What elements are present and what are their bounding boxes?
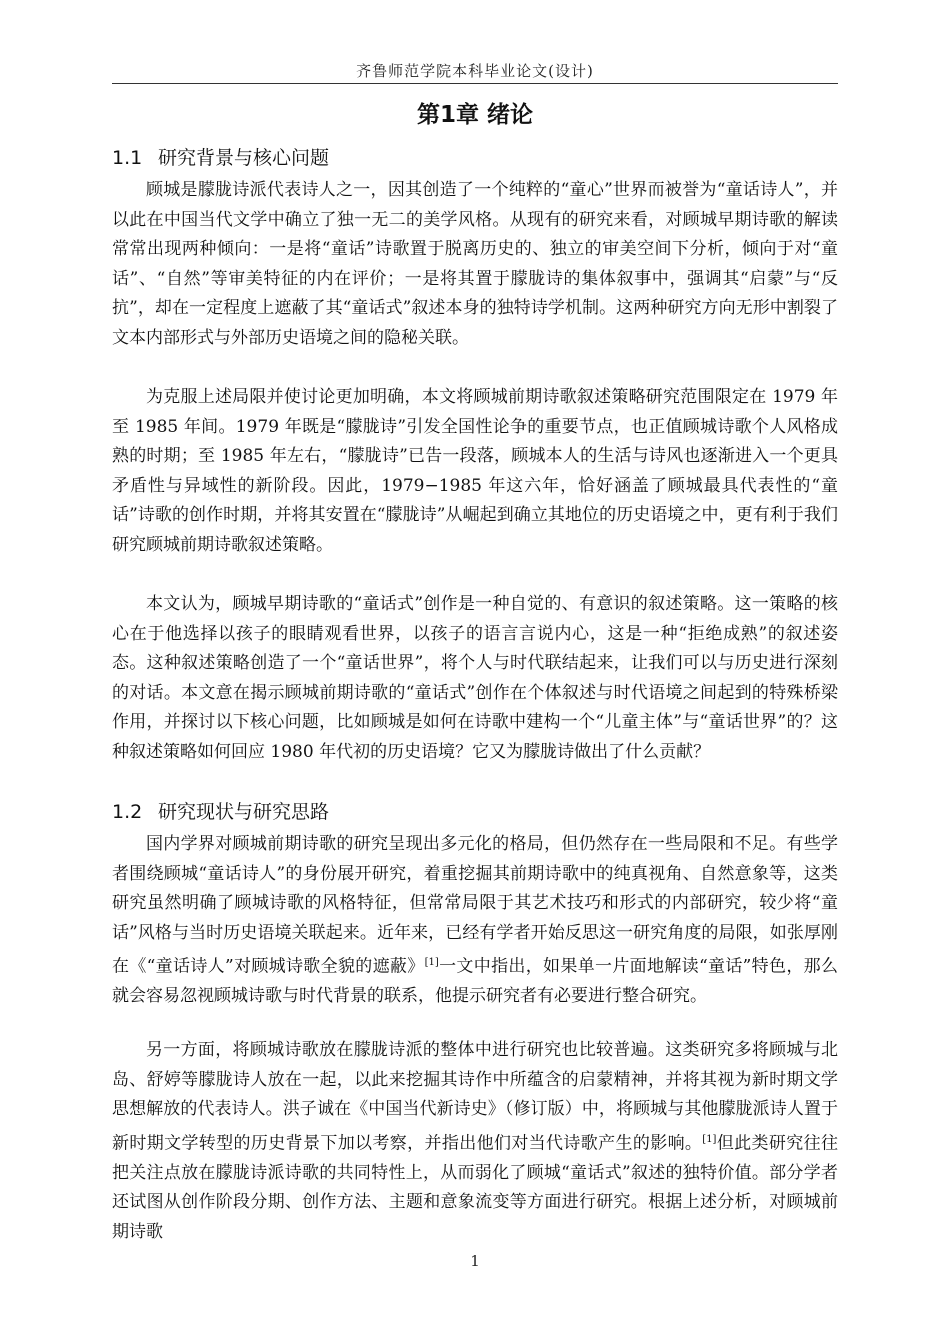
body-paragraph: 为克服上述局限并使讨论更加明确，本文将顾城前期诗歌叙述策略研究范围限定在 1979 年至 1985 年间。1979 年既是“朦胧诗”引发全国性论争的重要节点，也正值顾城诗歌个人风格成熟的时期；至 1985 年左右，“朦胧诗”已告一段落，顾城本人的生活与诗风也逐渐进入一个更具矛盾性与异域性的新阶段。因此，1979−1985 年这六年，恰好涵盖了顾城最具代表性的“童话”诗歌的创作时期，并将其安置在“朦胧诗”从崛起到确立其地位的历史语境之中，更有利于我们研究顾城前期诗歌叙述策略。 xyxy=(112,387,838,555)
body-paragraph xyxy=(112,1036,838,1247)
citation-marker[interactable]: [1] xyxy=(424,957,439,968)
body-paragraph: 本文认为，顾城早期诗歌的“童话式”创作是一种自觉的、有意识的叙述策略。这一策略的核心在于他选择以孩子的眼睛观看世界，以孩子的语言言说内心，这是一种“拒绝成熟”的叙述姿态。这种叙述策略创造了一个“童话世界”，将个人与时代联结起来，让我们可以与历史进行深刻的对话。本文意在揭示顾城前期诗歌的“童话式”创作在个体叙述与时代语境之间起到的特殊桥梁作用，并探讨以下核心问题，比如顾城是如何在诗歌中建构一个“儿童主体”与“童话世界”的？这种叙述策略如何回应 1980 年代初的历史语境？它又为朦胧诗做出了什么贡献？ xyxy=(112,594,838,762)
section-heading-1-2 xyxy=(112,797,329,824)
running-header: 齐鲁师范学院本科毕业论文(设计) xyxy=(356,62,594,80)
citation-marker[interactable]: [1] xyxy=(702,1133,717,1145)
section-title: 研究背景与核心问题 xyxy=(158,147,330,169)
header-rule xyxy=(112,83,838,84)
section-heading-1-1 xyxy=(112,143,329,170)
section-title: 研究现状与研究思路 xyxy=(158,801,330,823)
page-number: 1 xyxy=(470,1252,480,1270)
paragraph-text: 另一方面，将顾城诗歌放在朦胧诗派的整体中进行研究也比较普遍。这类研究多将顾城与北岛、舒婷等朦胧诗人放在一起，以此来挖掘其诗作中所蕴含的启蒙精神，并将其视为新时期文学思想解放的代表诗人。洪子诚在《中国当代新诗史》（修订版）中，将顾城与其他朦胧派诗人置于新时期文学转型的历史背景下加以考察，并指出他们对当代诗歌产生的影响。 xyxy=(112,1040,838,1154)
chapter-title: 第1章 绪论 xyxy=(416,102,533,128)
section-number: 1.1 xyxy=(112,147,143,169)
paragraph-text: 一文中指出，如果单一片面地解读“童话”特色，那么就会容易忽视顾城诗歌与时代背景的联系，他提示研究者有必要进行整合研究。 xyxy=(112,956,838,1007)
section-number: 1.2 xyxy=(112,801,143,823)
body-paragraph xyxy=(112,830,838,1012)
paragraph-text: 但此类研究往往把关注点放在朦胧诗派诗歌的共同特性上，从而弱化了顾城“童话式”叙述的独特价值。部分学者还试图从创作阶段分期、创作方法、主题和意象流变等方面进行研究。根据上述分析，对顾城前期诗歌 xyxy=(112,1133,839,1242)
body-paragraph: 顾城是朦胧诗派代表诗人之一，因其创造了一个纯粹的“童心”世界而被誉为“童话诗人”，并以此在中国当代文学中确立了独一无二的美学风格。从现有的研究来看，对顾城早期诗歌的解读常常出现两种倾向：一是将“童话”诗歌置于脱离历史的、独立的审美空间下分析，倾向于对“童话”、“自然”等审美特征的内在评价；一是将其置于朦胧诗的集体叙事中，强调其“启蒙”与“反抗”，却在一定程度上遮蔽了其“童话式”叙述本身的独特诗学机制。这两种研究方向无形中割裂了文本内部形式与外部历史语境之间的隐秘关联。 xyxy=(112,180,838,348)
paragraph-text: 国内学界对顾城前期诗歌的研究呈现出多元化的格局，但仍然存在一些局限和不足。有些学者围绕顾城“童话诗人”的身份展开研究，着重挖掘其前期诗歌中的纯真视角、自然意象等，这类研究虽然明确了顾城诗歌的风格特征，但常常局限于其艺术技巧和形式的内部研究，较少将“童话”风格与当时历史语境关联起来。近年来，已经有学者开始反思这一研究角度的局限，如张厚刚在《“童话诗人”对顾城诗歌全貌的遮蔽》 xyxy=(112,834,838,977)
